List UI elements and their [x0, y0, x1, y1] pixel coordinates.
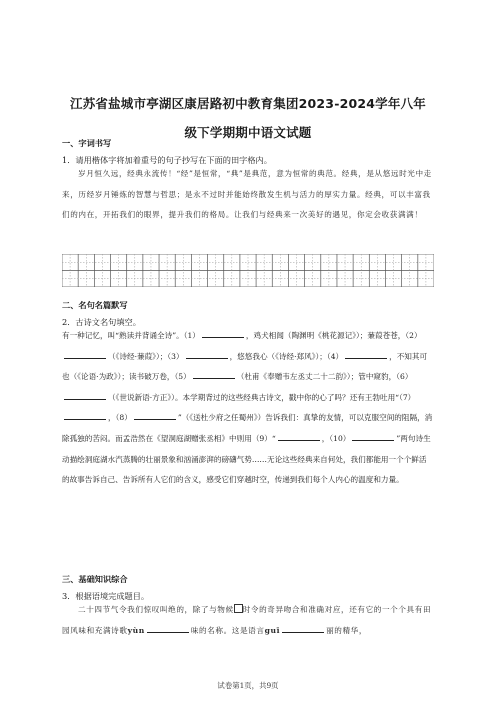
tianzige-grid[interactable]: [62, 254, 434, 287]
question2-passage: [62, 326, 434, 491]
q2-text-1: 有一种记忆，叫“熟读并背诵全诗”。（1）: [62, 331, 200, 340]
blank-7[interactable]: [64, 411, 106, 420]
page-footer: 试卷第1页，共9页: [217, 681, 279, 690]
page-title-line1: 江苏省盐城市亭湖区康居路初中教育集团2023-2024学年八年: [70, 96, 426, 111]
section3-heading: 三、基础知识综合: [62, 574, 128, 584]
q2-text-4: ，悠悠我心（《诗经·郑风》）；（4）: [229, 351, 344, 361]
blank-9[interactable]: [278, 432, 320, 441]
section2-heading: 二、名句名篇默写: [62, 300, 128, 310]
q2-text-9: ”（《送杜少府之任蜀州》）告诉我们：真挚的友情，可以克服空间的阻隔，消除孤独的苦闷。而孟浩然在《望洞庭湖赠张丞相》中则用（9）“: [62, 413, 433, 443]
q2-text-3: （《诗经·蒹葭》）；（3）: [108, 351, 184, 361]
section1-heading: 一、字词书写: [62, 138, 112, 148]
blank-pinyin-2[interactable]: [282, 624, 324, 633]
blank-1[interactable]: [202, 329, 244, 338]
question1-passage: 岁月恒久远，经典永流传！“经”是恒常，“典”是典范，意为恒常的典范。经典，是从悠远时光中走来，历经岁月锤炼的智慧与哲思；是永不过时并能始终散发生机与活力的厚实力量。经典，可以丰富我们的内在，开拓我们的眼界，提升我们的格局。让我们与经典来一次美好的遇见，你定会收获满满！: [62, 169, 432, 220]
q3-text-d: 丽的精华，: [326, 625, 368, 635]
pinyin-1: yùn: [127, 625, 145, 635]
blank-3[interactable]: [186, 350, 228, 359]
q3-text-c: 味的名称。这是语言: [190, 625, 265, 635]
q2-text-5: ，不知其可也（《论语·为政》）；读书破万卷，（5）: [62, 351, 428, 382]
tianzige-svg: [62, 254, 434, 287]
q2-text-7: （《世说新语·方正》）。本学期背过的这些经典古诗文，戳中你的心了吗？还有王勃吐用“（7）: [108, 392, 416, 402]
blank-2[interactable]: [64, 350, 106, 359]
pinyin-2: guī: [264, 625, 281, 635]
blank-5[interactable]: [193, 370, 235, 379]
question1-label: 1．请用楷体字将加着重号的句子抄写在下面的田字格内。: [62, 155, 272, 165]
q2-text-10: ，（10）: [321, 433, 351, 443]
box-char: [234, 604, 243, 613]
q2-text-11: ”两句诗生动描绘洞庭湖水汽蒸腾的壮丽景象和汹涌澎湃的磅礴气势……无论这些经典来自何处，我们都能用一个个鲜活的故事告诉自己、告诉所有人它们的含义，感受它们穿越时空，传递到我们每个人内心的温度和力量。: [62, 433, 431, 485]
page-title-line2: 级下学期期中语文试题: [184, 125, 312, 140]
blank-10[interactable]: [352, 432, 394, 441]
q2-text-2: ，鸡犬相闻（陶渊明《桃花源记》）；蒹葭苍苍，（2）: [245, 331, 422, 340]
q2-text-6: （杜甫《奉赠韦左丞丈二十二韵》）；管中窥豹，（6）: [236, 372, 413, 382]
q3-text-a: 二十四节气令我们惊叹叫绝的，除了与物候: [78, 605, 234, 614]
blank-4[interactable]: [345, 350, 387, 359]
blank-6[interactable]: [64, 391, 106, 400]
question3-passage: [62, 600, 434, 641]
q3-text-b: 时令的奇异吻合和准确对应，还有它的一个个具有田园风味和充满诗歌: [62, 605, 432, 635]
blank-8[interactable]: [134, 411, 176, 420]
q2-text-8: ，（8）: [108, 413, 132, 423]
blank-pinyin-1[interactable]: [147, 624, 189, 633]
question3-label: 3．根据语境完成题目。: [62, 591, 150, 601]
question2-label: 2．古诗文名句填空。: [62, 317, 141, 327]
